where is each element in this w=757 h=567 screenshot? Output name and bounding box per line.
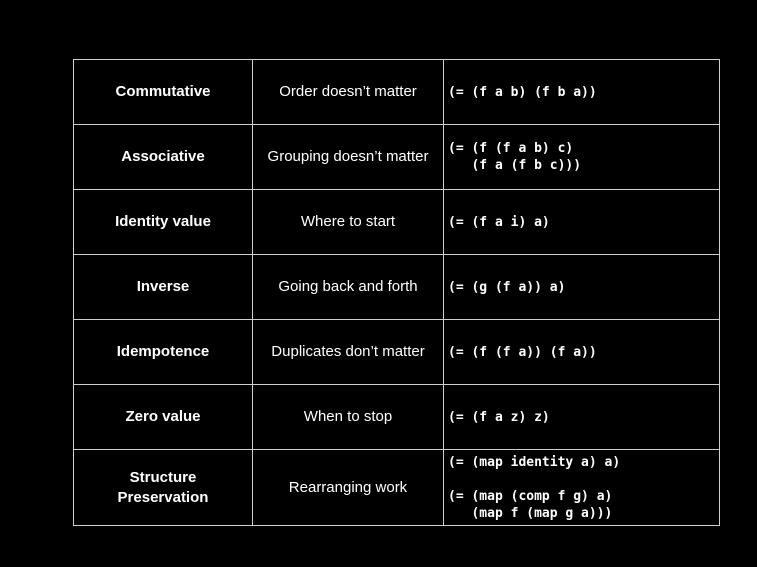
property-description: When to stop bbox=[253, 385, 444, 450]
code-line: (= (f (f a b) c) bbox=[448, 141, 574, 156]
code-line: (= (f a z) z) bbox=[448, 409, 550, 425]
property-code bbox=[444, 320, 720, 385]
property-code bbox=[444, 385, 720, 450]
code-line: (= (f (f a)) (f a)) bbox=[448, 344, 597, 360]
code-line: (= (map (comp f g) a) bbox=[448, 488, 613, 504]
code-line: (= (f a i) a) bbox=[448, 214, 550, 230]
property-code bbox=[444, 125, 720, 190]
property-description: Grouping doesn’t matter bbox=[253, 125, 444, 190]
table-row bbox=[74, 125, 720, 190]
code-line: (= (map identity a) a) bbox=[448, 454, 621, 470]
code-line: (map f (map g a))) bbox=[448, 505, 613, 521]
property-code bbox=[444, 60, 720, 125]
table-row bbox=[74, 385, 720, 450]
table-row bbox=[74, 255, 720, 320]
properties-table bbox=[73, 59, 720, 526]
property-name: Identity value bbox=[74, 190, 253, 255]
property-name: Inverse bbox=[74, 255, 253, 320]
property-name: Idempotence bbox=[74, 320, 253, 385]
property-name-line: Structure bbox=[129, 468, 197, 486]
property-description: Duplicates don’t matter bbox=[253, 320, 444, 385]
property-name: Commutative bbox=[74, 60, 253, 125]
property-description: Rearranging work bbox=[253, 450, 444, 526]
property-description: Where to start bbox=[253, 190, 444, 255]
code-line: (= (g (f a)) a) bbox=[448, 279, 566, 295]
code-line: (f a (f b c))) bbox=[448, 158, 582, 173]
property-name-line: Preservation bbox=[117, 488, 209, 506]
table-row bbox=[74, 450, 720, 526]
property-code bbox=[444, 190, 720, 255]
table-row bbox=[74, 320, 720, 385]
code-line: (= (f a b) (f b a)) bbox=[448, 84, 597, 100]
property-name bbox=[74, 450, 253, 526]
property-code bbox=[444, 255, 720, 320]
property-name: Zero value bbox=[74, 385, 253, 450]
property-description: Going back and forth bbox=[253, 255, 444, 320]
table-row bbox=[74, 60, 720, 125]
code-blank-line bbox=[448, 471, 719, 488]
property-code bbox=[444, 450, 720, 526]
table-row bbox=[74, 190, 720, 255]
property-name: Associative bbox=[74, 125, 253, 190]
property-description: Order doesn’t matter bbox=[253, 60, 444, 125]
